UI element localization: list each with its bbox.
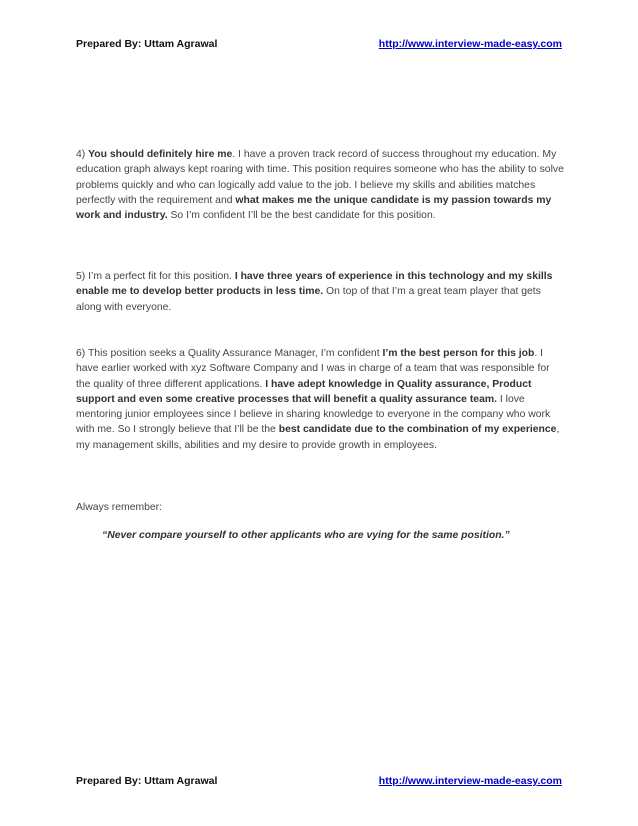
- p4-bold-1: You should definitely hire me: [88, 149, 233, 160]
- p6-bold-1: I’m the best person for this job: [382, 348, 535, 359]
- p6-text-2: . I have earlier worked with xyz Software Company and I was in charge of a team that was responsible for the quality of three different applications.: [76, 348, 550, 390]
- p4-text-1: . I have a proven track record of success throughout my education. My education graph always kept roaring with time. This position requires someone who has the ability to solve problems quickly and who can logically add value to the job. I believe my skills and abilities matches perfectly with the requirement and: [76, 149, 564, 206]
- p4-number: 4): [76, 149, 89, 160]
- p6-bold-2: I have adept knowledge in Quality assurance, Product support and even some creative processes that will benefit a quality assurance team.: [76, 378, 532, 405]
- page-footer: [76, 775, 562, 787]
- page-header: [76, 38, 562, 50]
- p4-bold-2: what makes me the unique candidate is my passion towards my work and industry.: [76, 194, 552, 222]
- p6-text-3: I love mentoring junior employees since I believe in sharing knowledge to everyone in the company who work with me. So I strongly believe that I’ll be the: [76, 393, 551, 436]
- p5-text-2: On top of that I’m a great team player that gets along with everyone.: [76, 286, 541, 313]
- closing-quote: “Never compare yourself to other applicants who are vying for the same position.”: [102, 530, 510, 541]
- p6-bold-3: best candidate due to the combination of my experience: [278, 424, 557, 436]
- p6-text-4: , my management skills, abilities and my desire to provide growth in employees.: [76, 424, 560, 451]
- answer-paragraph-4: [76, 147, 564, 223]
- footer-url-link[interactable]: http://www.interview-made-easy.com: [378, 775, 562, 787]
- header-author: Prepared By: Uttam Agrawal: [76, 38, 218, 50]
- p5-text-1: 5) I’m a perfect fit for this position.: [76, 271, 235, 282]
- p6-text-1: 6) This position seeks a Quality Assurance Manager, I’m confident: [76, 348, 383, 359]
- footer-author: Prepared By: Uttam Agrawal: [76, 775, 218, 787]
- p4-text-2: So I’m confident I’ll be the best candidate for this position.: [167, 210, 436, 222]
- remember-label: Always remember:: [76, 502, 163, 513]
- p5-bold-1: I have three years of experience in this technology and my skills enable me to develop better products in less time.: [76, 271, 553, 298]
- answer-paragraph-6: [76, 346, 564, 453]
- header-url-link[interactable]: http://www.interview-made-easy.com: [378, 38, 562, 50]
- answer-paragraph-5: [76, 269, 564, 315]
